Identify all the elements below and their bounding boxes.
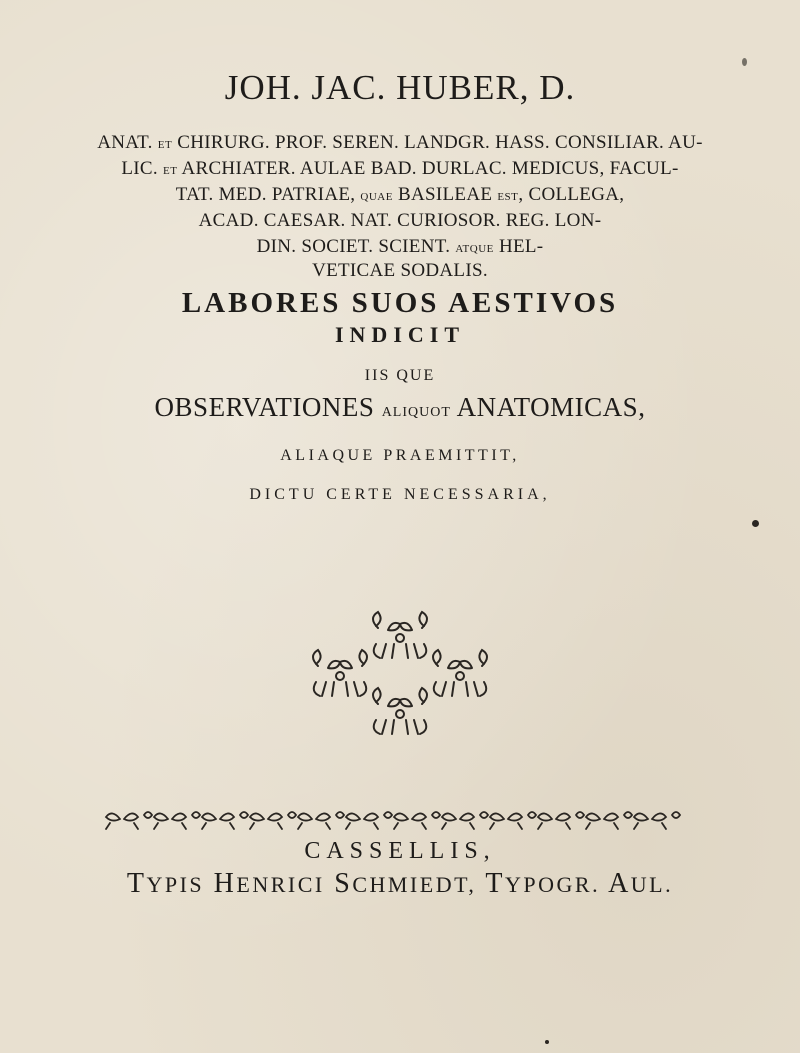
- aul-rest: UL.: [630, 872, 674, 897]
- schmiedt-rest: CHMIEDT,: [352, 872, 477, 897]
- titles-line-6: VETICAE SODALIS.: [312, 260, 488, 281]
- border-motif: [538, 812, 584, 829]
- observ-a: OBSERVATIONES: [154, 392, 375, 422]
- body-iisque: IIS QUE: [364, 367, 436, 384]
- heading-labores: LABORES SUOS AESTIVOS: [181, 287, 619, 319]
- titles-line-2-b: ARCHIATER. AULAE BAD. DURLAC. MEDICUS, FACUL-: [181, 158, 679, 179]
- border-motif: [586, 812, 632, 829]
- border-motif: [250, 812, 296, 829]
- titles-line-3-a: TAT. MED. PATRIAE,: [175, 184, 356, 205]
- titles-line-3-quae: QUAE: [360, 191, 393, 203]
- body-aliaque: ALIAQUE PRAEMITTIT,: [280, 447, 520, 464]
- titles-line-1-b: CHIRURG. PROF. SEREN. LANDGR. HASS. CONSILIAR. AU-: [177, 132, 703, 153]
- schmiedt-initial: S: [334, 868, 353, 899]
- henrici-initial: H: [213, 868, 237, 899]
- fleuron-ornament-icon: [220, 610, 580, 745]
- aul-initial: A: [608, 868, 631, 899]
- ink-speck: [752, 520, 759, 527]
- titles-line-5-b: HEL-: [498, 236, 544, 257]
- titles-line-5: [0, 236, 800, 258]
- titles-line-2-et: ET: [163, 165, 178, 177]
- titles-line-1-et: ET: [157, 139, 173, 151]
- body-dictu: DICTU CERTE NECESSARIA,: [249, 486, 551, 503]
- ink-speck: [545, 1040, 549, 1044]
- titles-line-2: [0, 158, 800, 180]
- border-motif: [154, 812, 200, 829]
- border-motif: [442, 812, 488, 829]
- titles-line-5-a: DIN. SOCIET. SCIENT.: [256, 236, 451, 257]
- border-motif: [106, 812, 152, 829]
- border-motif: [298, 812, 344, 829]
- imprint-city: CASSELLIS,: [304, 838, 496, 864]
- ink-speck: [742, 58, 747, 66]
- heading-indicit: INDICIT: [334, 322, 466, 347]
- titles-line-3-b: BASILEAE: [398, 184, 493, 205]
- imprint-printer: [0, 868, 800, 900]
- typis-initial: T: [126, 868, 147, 899]
- titles-line-1-a: ANAT.: [97, 132, 153, 153]
- border-motif: [394, 812, 440, 829]
- titles-line-5-atque: ATQUE: [455, 243, 494, 255]
- border-motif: [490, 812, 536, 829]
- titles-line-2-a: LIC.: [121, 158, 158, 179]
- author-name: JOH. JAC. HUBER, D.: [224, 68, 576, 107]
- typogr-initial: T: [485, 868, 506, 899]
- border-motif: [202, 812, 248, 829]
- observ-aliquot: ALIQUOT: [381, 405, 451, 420]
- typogr-rest: YPOGR.: [505, 872, 601, 897]
- typis-rest: YPIS: [146, 872, 205, 897]
- titles-line-3: [0, 184, 800, 206]
- border-ornament-icon: [100, 805, 700, 833]
- titles-line-3-est: EST: [497, 191, 519, 203]
- border-motif: [634, 812, 680, 829]
- titles-line-3-c: , COLLEGA,: [518, 184, 625, 205]
- body-observationes: [0, 392, 800, 423]
- border-motif: [346, 812, 392, 829]
- henrici-rest: ENRICI: [236, 872, 325, 897]
- observ-b: ANATOMICAS,: [456, 392, 646, 422]
- titles-line-1: [0, 132, 800, 154]
- titles-line-4: ACAD. CAESAR. NAT. CURIOSOR. REG. LON-: [198, 210, 602, 231]
